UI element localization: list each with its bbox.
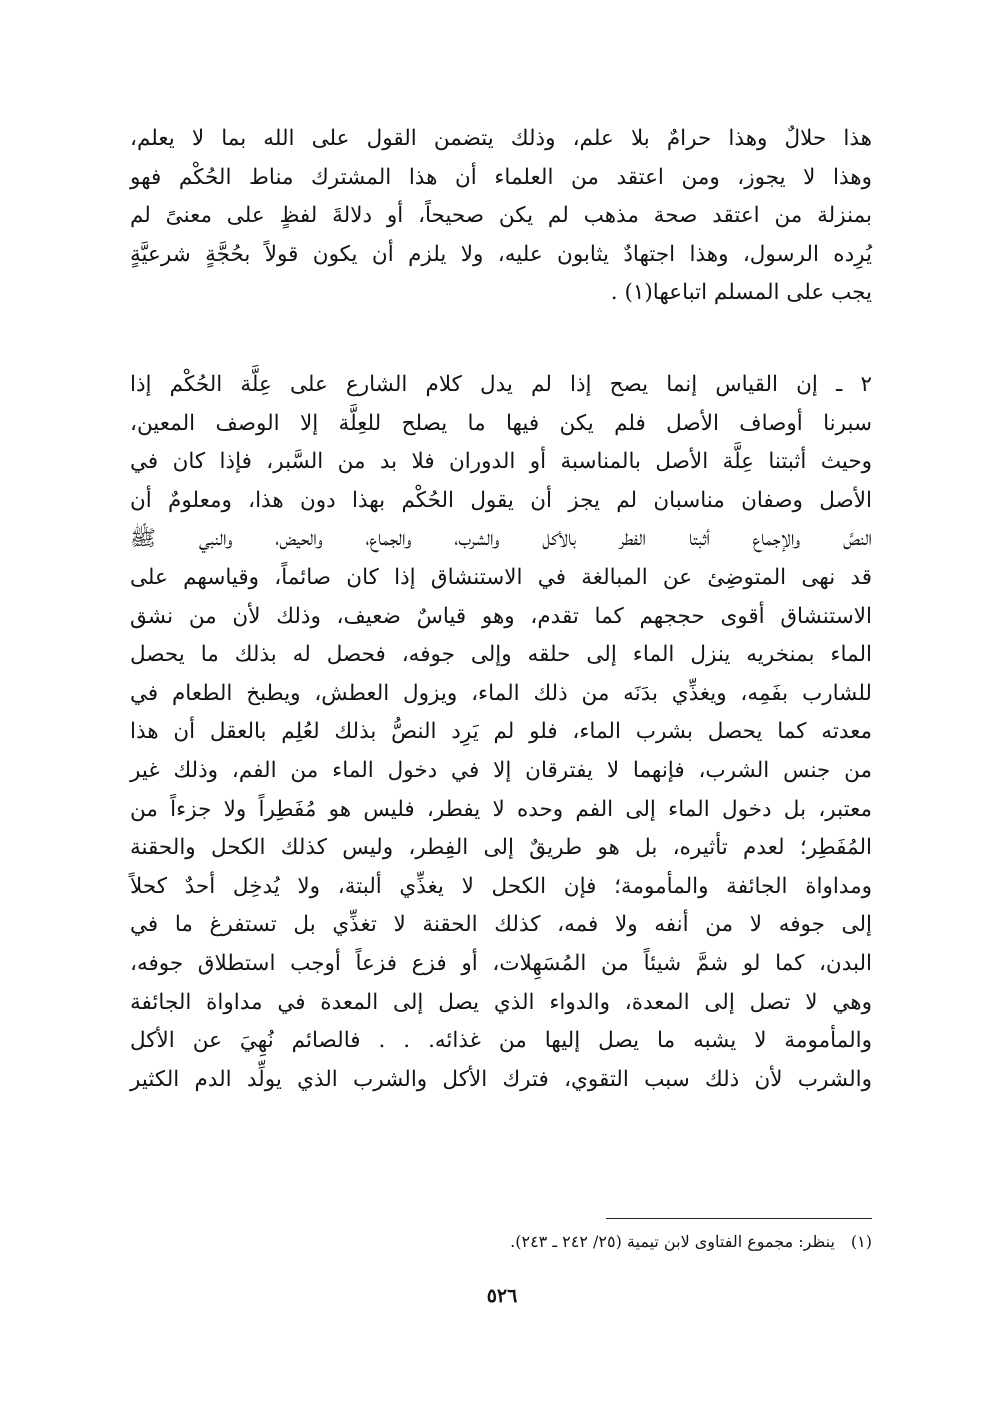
paragraph-1 [130,120,872,313]
footnote-text: ينظر: مجموع الفتاوى لابن تيمية (٢٥/ ٢٤٢ ـ ٢٤٣). [510,1232,835,1251]
text-line: بمنزلة من اعتقد صحة مذهب لم يكن صحيحاً، أو دلالةَ لفظٍ على معنىً لم [130,203,872,229]
text-line: والشرب لأن ذلك سبب التقوي، فترك الأكل والشرب الذي يولِّد الدم الكثير [130,1066,872,1092]
footnote-number: (١) [850,1232,872,1251]
text-line: معتبر، بل دخول الماء إلى الفم وحده لا يفطر، فليس هو مُفَطِراً ولا جزءاً من [130,796,872,822]
text-line: وحيث أثبتنا عِلَّة الأصل بالمناسبة أو الدوران فلا بد من السَّبر، فإذا كان في [130,449,872,475]
text-line: للشارب بفَمِه، ويغذِّي بدَنَه من ذلك الماء، ويزول العطش، ويطبخ الطعام في [130,680,872,706]
text-line: النصَّ والإجماع أثبتا الفطر بالأكل والشرب، والجماع، والحيض، والنبي ﷺ [130,526,872,552]
text-line: ومداواة الجائفة والمأمومة؛ فإن الكحل لا يغذِّي ألبتة، ولا يُدخِل أحدٌ كحلاً [130,873,872,899]
text-line: وهذا لا يجوز، ومن اعتقد من العلماء أن هذا المشترك مناط الحُكْم فهو [130,164,872,190]
text-line: معدته كما يحصل بشرب الماء، فلو لم يَرِد النصُّ بذلك لعُلِم بالعقل أن هذا [130,719,872,745]
text-line: سبرنا أوصاف الأصل فلم يكن فيها ما يصلح للعِلَّة إلا الوصف المعين، [130,410,872,436]
text-line: الأصل وصفان مناسبان لم يجز أن يقول الحُكْم بهذا دون هذا، ومعلومٌ أن [130,487,872,513]
text-line: قد نهى المتوضِئ عن المبالغة في الاستنشاق إذا كان صائماً، وقياسهم على [130,564,872,590]
text-line: ٢ ـ إن القياس إنما يصح إذا لم يدل كلام الشارع على عِلَّة الحُكْم إذا [130,372,872,397]
text-line: البدن، كما لو شمَّ شيئاً من المُسَهِلات، أو فزع فزعاً أوجب استطلاق جوفه، [130,950,872,976]
footnote [272,1230,872,1254]
paragraph-2 [130,366,872,1099]
text-line: يُرِده الرسول، وهذا اجتهادٌ يثابون عليه، ولا يلزم أن يكون قولاً بحُجَّةٍ شرعيَّةٍ [130,241,872,267]
text-line: إلى جوفه لا من أنفه ولا فمه، كذلك الحقنة لا تغذِّي بل تستفرغ ما في [130,912,872,938]
text-line: الاستنشاق أقوى حججهم كما تقدم، وهو قياسٌ ضعيف، وذلك لأن من نشق [130,603,872,629]
page-number: ٥٢٦ [486,1285,518,1307]
text-line: يجب على المسلم اتباعها(١) . [610,280,872,306]
text-line: وهي لا تصل إلى المعدة، والدواء الذي يصل إلى المعدة في مداواة الجائفة [130,989,872,1015]
text-line: من جنس الشرب، فإنهما لا يفترقان إلا في دخول الماء من الفم، وذلك غير [130,757,872,783]
text-line: هذا حلالٌ وهذا حرامٌ بلا علم، وذلك يتضمن القول على الله بما لا يعلم، [130,126,872,151]
footnote-separator [606,1218,872,1219]
text-line: المُفَطِر؛ لعدم تأثيره، بل هو طريقٌ إلى الفِطر، وليس كذلك الكحل والحقنة [130,835,872,861]
text-line: الماء بمنخريه ينزل الماء إلى حلقه وإلى جوفه، فحصل له بذلك ما يحصل [130,642,872,668]
text-line: والمأمومة لا يشبه ما يصل إليها من غذائه. . . فالصائم نُهِيَ عن الأكل [130,1028,872,1054]
